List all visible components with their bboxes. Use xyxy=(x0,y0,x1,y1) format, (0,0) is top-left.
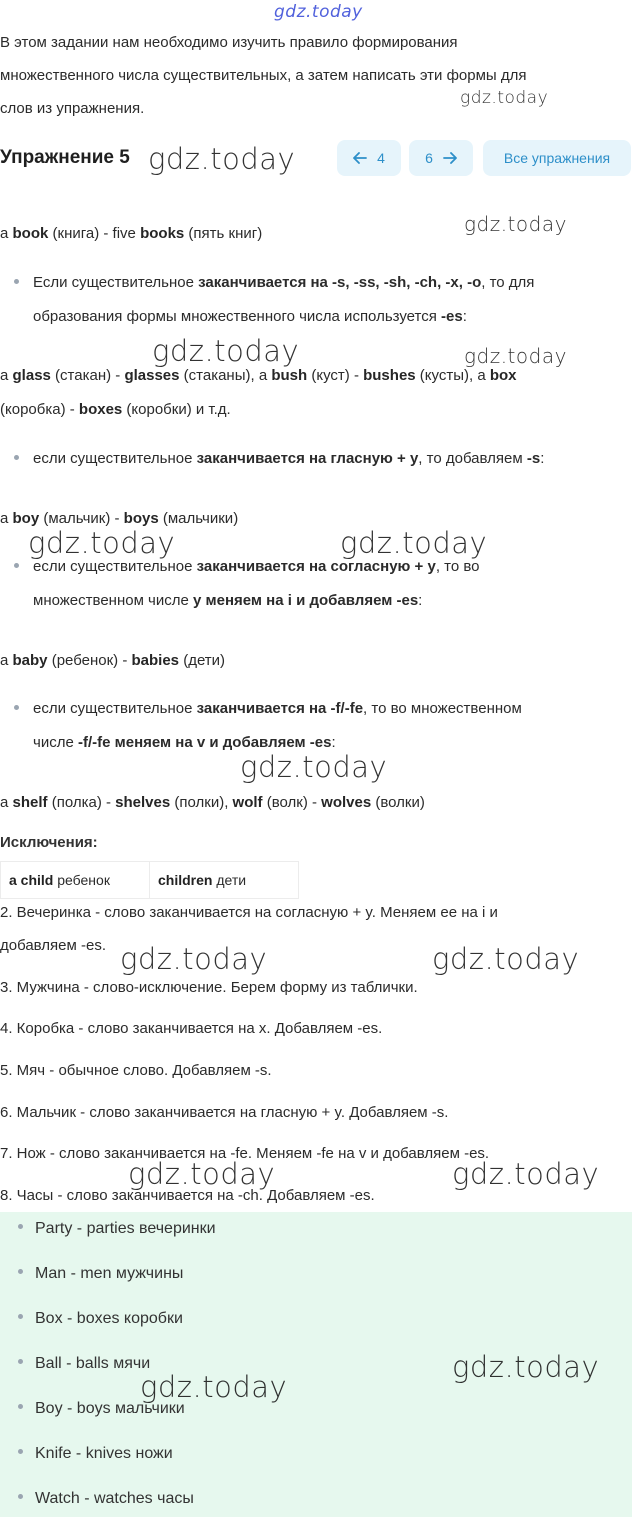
watermark: gdz.today xyxy=(274,2,363,22)
intro-line: множественного числа существительных, а затем написать эти формы для xyxy=(0,67,527,84)
watermark: gdz.today xyxy=(464,212,567,236)
watermark: gdz.today xyxy=(120,942,268,976)
table-cell: a child ребенок xyxy=(1,862,150,899)
watermark: gdz.today xyxy=(148,142,296,176)
table-cell: children дети xyxy=(150,862,299,899)
example-baby: a baby (ребенок) - babies (дети) xyxy=(0,652,226,669)
rule-f-fe-continued: числе -f/-fe меняем на v и добавляем -es: xyxy=(33,734,336,751)
explanation-line: 3. Мужчина - слово-исключение. Берем форму из таблички. xyxy=(0,979,418,996)
example-es: a glass (стакан) - glasses (стаканы), a bush (куст) - bushes (кусты), a box xyxy=(0,367,517,384)
explanation-line: 4. Коробка - слово заканчивается на x. Добавляем -es. xyxy=(0,1020,383,1037)
bullet-icon xyxy=(18,1224,23,1229)
rule-consonant-y: если существительное заканчивается на согласную + y, то во xyxy=(14,558,480,575)
rule-es: Если существительное заканчивается на -s, -ss, -sh, -ch, -x, -o, то для xyxy=(14,274,534,291)
intro-line: слов из упражнения. xyxy=(0,100,145,117)
explanation-line: 8. Часы - слово заканчивается на -ch. Добавляем -es. xyxy=(0,1187,375,1204)
explanation-line: 5. Мяч - обычное слово. Добавляем -s. xyxy=(0,1062,272,1079)
watermark: gdz.today xyxy=(452,1350,600,1384)
exceptions-table xyxy=(0,861,299,899)
bullet-icon xyxy=(18,1359,23,1364)
prev-exercise-button[interactable] xyxy=(337,140,401,176)
answer-item: Knife - knives ножи xyxy=(18,1445,173,1463)
example-es-continued: (коробка) - boxes (коробки) и т.д. xyxy=(0,401,231,418)
intro-line: В этом задании нам необходимо изучить правило формирования xyxy=(0,34,458,51)
watermark: gdz.today xyxy=(464,344,567,368)
explanation-line: 7. Нож - слово заканчивается на -fe. Меняем -fe на v и добавляем -es. xyxy=(0,1145,490,1162)
rule-f-fe: если существительное заканчивается на -f/-fe, то во множественном xyxy=(14,700,522,717)
bullet-icon xyxy=(18,1449,23,1454)
bullet-icon xyxy=(14,705,19,710)
answer-item: Party - parties вечеринки xyxy=(18,1220,216,1238)
explanation-line: 2. Вечеринка - слово заканчивается на согласную + y. Меняем ее на i и xyxy=(0,904,498,921)
watermark: gdz.today xyxy=(128,1157,276,1191)
watermark: gdz.today xyxy=(28,526,176,560)
explanation-line: 6. Мальчик - слово заканчивается на гласную + y. Добавляем -s. xyxy=(0,1104,449,1121)
next-exercise-button[interactable] xyxy=(409,140,473,176)
prev-exercise-label: 4 xyxy=(377,150,385,166)
watermark: gdz.today xyxy=(140,1370,288,1404)
watermark: gdz.today xyxy=(452,1157,600,1191)
answer-item: Man - men мужчины xyxy=(18,1265,183,1283)
example-shelf: a shelf (полка) - shelves (полки), wolf (волк) - wolves (волки) xyxy=(0,794,425,811)
answer-item: Watch - watches часы xyxy=(18,1490,194,1508)
all-exercises-button[interactable]: Все упражнения xyxy=(483,140,631,176)
watermark: gdz.today xyxy=(432,942,580,976)
rule-vowel-y: если существительное заканчивается на гласную + y, то добавляем -s: xyxy=(14,450,544,467)
arrow-right-icon xyxy=(443,152,457,164)
watermark: gdz.today xyxy=(240,750,388,784)
table-row xyxy=(1,862,299,899)
exercise-title: Упражнение 5 xyxy=(0,147,130,168)
bullet-icon xyxy=(18,1314,23,1319)
watermark: gdz.today xyxy=(460,88,549,108)
answer-item: Box - boxes коробки xyxy=(18,1310,183,1328)
rule-es-continued: образования формы множественного числа используется -es: xyxy=(33,308,467,325)
example-book: a book (книга) - five books (пять книг) xyxy=(0,225,263,242)
answer-item: Ball - balls мячи xyxy=(18,1355,150,1373)
watermark: gdz.today xyxy=(340,526,488,560)
bullet-icon xyxy=(14,563,19,568)
example-boy: a boy (мальчик) - boys (мальчики) xyxy=(0,510,239,527)
bullet-icon xyxy=(14,279,19,284)
next-exercise-label: 6 xyxy=(425,150,433,166)
answer-item: Boy - boys мальчики xyxy=(18,1400,185,1418)
bullet-icon xyxy=(14,455,19,460)
explanation-line: добавляем -es. xyxy=(0,937,107,954)
arrow-left-icon xyxy=(353,152,367,164)
bullet-icon xyxy=(18,1494,23,1499)
bullet-icon xyxy=(18,1269,23,1274)
rule-consonant-y-continued: множественном числе y меняем на i и добавляем -es: xyxy=(33,592,423,609)
bullet-icon xyxy=(18,1404,23,1409)
watermark: gdz.today xyxy=(152,334,300,368)
exceptions-label: Исключения: xyxy=(0,834,98,851)
